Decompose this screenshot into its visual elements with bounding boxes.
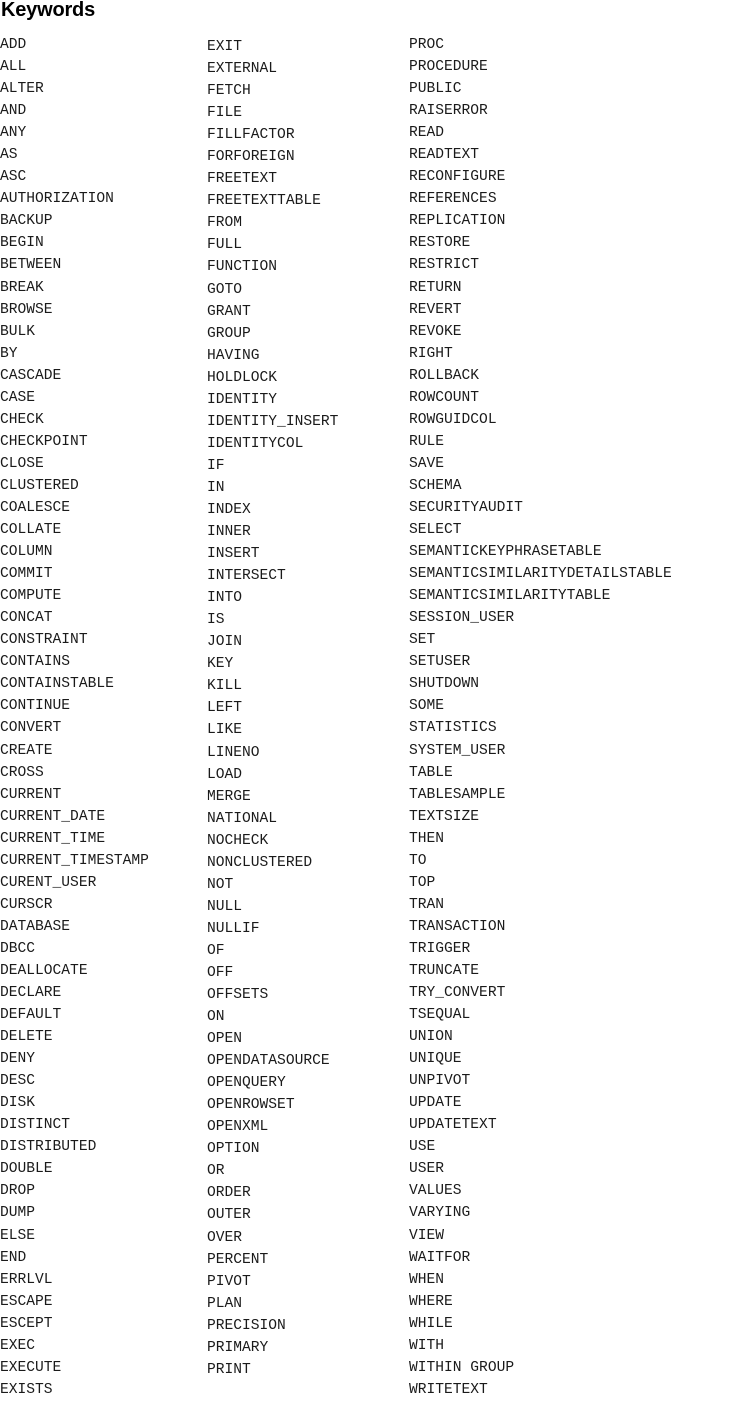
keyword-item: JOIN <box>207 634 243 651</box>
keyword-item: BREAK <box>0 279 44 296</box>
keyword-item: ANY <box>0 125 27 142</box>
keyword-item: SHUTDOWN <box>409 676 480 693</box>
keyword-item: DISTRIBUTED <box>0 1139 97 1156</box>
keyword-item: DROP <box>0 1183 36 1200</box>
keyword-column-3 <box>409 34 672 1401</box>
keyword-item: EXECUTE <box>0 1359 62 1376</box>
keyword-item: FORFOREIGN <box>207 149 295 166</box>
keyword-item: COLLATE <box>0 522 62 539</box>
keyword-item: BULK <box>0 323 36 340</box>
keyword-item: CURRENT <box>0 786 62 803</box>
keyword-item: CLOSE <box>0 455 44 472</box>
keyword-item: ON <box>207 1009 225 1026</box>
keyword-item: SECURITYAUDIT <box>409 499 523 516</box>
keyword-item: INDEX <box>207 501 251 518</box>
keyword-item: OR <box>207 1163 225 1180</box>
keyword-item: ROWCOUNT <box>409 389 480 406</box>
keyword-item: OVER <box>207 1229 243 1246</box>
keyword-column-2 <box>207 36 338 1381</box>
keyword-item: DELETE <box>0 1029 53 1046</box>
keyword-item: WHEN <box>409 1271 445 1288</box>
keyword-item: PUBLIC <box>409 81 462 98</box>
keyword-item: BROWSE <box>0 301 53 318</box>
keyword-item: COMPUTE <box>0 588 62 605</box>
keyword-item: OPENXML <box>207 1119 269 1136</box>
keyword-item: TABLESAMPLE <box>409 786 506 803</box>
keyword-item: PLAN <box>207 1295 243 1312</box>
keyword-item: TRANSACTION <box>409 918 506 935</box>
keyword-item: IDENTITY <box>207 391 278 408</box>
keyword-item: RETURN <box>409 279 462 296</box>
keyword-item: VALUES <box>409 1183 462 1200</box>
keyword-item: REFERENCES <box>409 191 497 208</box>
keyword-item: OPENROWSET <box>207 1097 295 1114</box>
keyword-item: TO <box>409 852 427 869</box>
keyword-item: NATIONAL <box>207 810 278 827</box>
keyword-item: DBCC <box>0 940 36 957</box>
keyword-item: CURRENT_TIMESTAMP <box>0 852 149 869</box>
keyword-item: CONTINUE <box>0 698 71 715</box>
keyword-item: ESCEPT <box>0 1315 53 1332</box>
keyword-item: DISTINCT <box>0 1117 71 1134</box>
keyword-item: UNIQUE <box>409 1051 462 1068</box>
keyword-item: WITH <box>409 1337 445 1354</box>
keyword-item: IDENTITY_INSERT <box>207 413 339 430</box>
keyword-item: FILE <box>207 105 243 122</box>
keyword-item: OFF <box>207 964 234 981</box>
keyword-item: CLUSTERED <box>0 477 79 494</box>
keyword-item: PIVOT <box>207 1273 251 1290</box>
keyword-item: KILL <box>207 678 243 695</box>
keyword-item: OFFSETS <box>207 987 269 1004</box>
keyword-item: AUTHORIZATION <box>0 191 114 208</box>
keyword-item: SAVE <box>409 455 445 472</box>
keyword-item: REPLICATION <box>409 213 506 230</box>
keyword-item: AND <box>0 103 27 120</box>
keyword-item: CHECKPOINT <box>0 433 88 450</box>
keyword-item: RECONFIGURE <box>409 169 506 186</box>
keyword-item: FULL <box>207 237 243 254</box>
keyword-item: LINENO <box>207 744 260 761</box>
keyword-item: GOTO <box>207 281 243 298</box>
keyword-item: SEMANTICKEYPHRASETABLE <box>409 544 602 561</box>
keyword-item: PROCEDURE <box>409 59 488 76</box>
keyword-item: COLUMN <box>0 544 53 561</box>
keyword-item: BETWEEN <box>0 257 62 274</box>
keyword-item: EXEC <box>0 1337 36 1354</box>
keyword-item: TRAN <box>409 896 445 913</box>
keyword-item: TRUNCATE <box>409 962 480 979</box>
keyword-item: VARYING <box>409 1205 471 1222</box>
keyword-item: ORDER <box>207 1185 251 1202</box>
keyword-item: INTO <box>207 590 243 607</box>
keyword-item: INTERSECT <box>207 568 286 585</box>
keyword-item: ROWGUIDCOL <box>409 411 497 428</box>
keyword-item: UNPIVOT <box>409 1073 471 1090</box>
keyword-item: END <box>0 1249 27 1266</box>
keyword-item: FILLFACTOR <box>207 127 295 144</box>
keyword-item: NULL <box>207 898 243 915</box>
keyword-item: UPDATE <box>409 1095 462 1112</box>
keyword-item: CHECK <box>0 411 44 428</box>
keyword-item: DESC <box>0 1073 36 1090</box>
keyword-item: CONTAINS <box>0 654 71 671</box>
keyword-item: NOCHECK <box>207 832 269 849</box>
keyword-item: CURSCR <box>0 896 53 913</box>
keyword-item: FROM <box>207 215 243 232</box>
keyword-item: READ <box>409 125 445 142</box>
keyword-item: DOUBLE <box>0 1161 53 1178</box>
keyword-item: ROLLBACK <box>409 367 480 384</box>
keyword-item: OPTION <box>207 1141 260 1158</box>
keyword-item: CONTAINSTABLE <box>0 676 114 693</box>
keyword-item: IN <box>207 479 225 496</box>
keyword-column-1 <box>0 34 149 1401</box>
keyword-item: UNION <box>409 1029 453 1046</box>
keyword-item: DUMP <box>0 1205 36 1222</box>
keyword-item: RIGHT <box>409 345 453 362</box>
keyword-item: FREETEXT <box>207 171 278 188</box>
keyword-item: WAITFOR <box>409 1249 471 1266</box>
keyword-item: BY <box>0 345 18 362</box>
keyword-item: SYSTEM_USER <box>409 742 506 759</box>
keyword-item: ASC <box>0 169 27 186</box>
keyword-item: OPENQUERY <box>207 1075 286 1092</box>
keyword-item: RESTRICT <box>409 257 480 274</box>
keyword-item: ELSE <box>0 1227 36 1244</box>
keyword-item: TRY_CONVERT <box>409 985 506 1002</box>
keyword-item: KEY <box>207 656 234 673</box>
keyword-item: MERGE <box>207 788 251 805</box>
keyword-item: USER <box>409 1161 445 1178</box>
keyword-item: UPDATETEXT <box>409 1117 497 1134</box>
keyword-item: CONVERT <box>0 720 62 737</box>
keyword-item: IF <box>207 457 225 474</box>
keyword-item: BACKUP <box>0 213 53 230</box>
keyword-item: STATISTICS <box>409 720 497 737</box>
keyword-item: INSERT <box>207 546 260 563</box>
keyword-item: GRANT <box>207 303 251 320</box>
keyword-item: NOT <box>207 876 234 893</box>
keyword-item: DENY <box>0 1051 36 1068</box>
keyword-item: ESCAPE <box>0 1293 53 1310</box>
keyword-item: WITHIN GROUP <box>409 1359 515 1376</box>
keyword-item: PERCENT <box>207 1251 269 1268</box>
keyword-item: VIEW <box>409 1227 445 1244</box>
keyword-item: PRECISION <box>207 1317 286 1334</box>
keyword-item: LEFT <box>207 700 243 717</box>
keyword-item: CONCAT <box>0 610 53 627</box>
keyword-item: TOP <box>409 874 436 891</box>
keyword-item: WHERE <box>409 1293 453 1310</box>
keyword-item: TEXTSIZE <box>409 808 480 825</box>
keyword-item: RESTORE <box>409 235 471 252</box>
keyword-item: IDENTITYCOL <box>207 435 304 452</box>
keyword-item: OUTER <box>207 1207 251 1224</box>
keyword-item: INNER <box>207 524 251 541</box>
keyword-item: COALESCE <box>0 499 71 516</box>
keyword-item: SEMANTICSIMILARITYTABLE <box>409 588 611 605</box>
keyword-item: USE <box>409 1139 436 1156</box>
keyword-item: TABLE <box>409 764 453 781</box>
keyword-item: CURRENT_TIME <box>0 830 106 847</box>
page-title: Keywords <box>1 0 95 21</box>
keyword-item: CURENT_USER <box>0 874 97 891</box>
keyword-item: SETUSER <box>409 654 471 671</box>
keyword-item: ERRLVL <box>0 1271 53 1288</box>
keyword-item: SET <box>409 632 436 649</box>
keyword-item: PRINT <box>207 1361 251 1378</box>
keyword-item: RAISERROR <box>409 103 488 120</box>
keyword-item: CROSS <box>0 764 44 781</box>
keyword-item: RULE <box>409 433 445 450</box>
keyword-item: OPENDATASOURCE <box>207 1053 330 1070</box>
keyword-item: TRIGGER <box>409 940 471 957</box>
keyword-item: SCHEMA <box>409 477 462 494</box>
keyword-item: DECLARE <box>0 985 62 1002</box>
keyword-item: CASE <box>0 389 36 406</box>
keyword-item: ADD <box>0 37 27 53</box>
keyword-item: WHILE <box>409 1315 453 1332</box>
keyword-item: BEGIN <box>0 235 44 252</box>
keyword-item: CURRENT_DATE <box>0 808 106 825</box>
keyword-item: TSEQUAL <box>409 1007 471 1024</box>
keyword-item: AS <box>0 147 18 164</box>
keyword-item: OF <box>207 942 225 959</box>
keyword-item: SESSION_USER <box>409 610 515 627</box>
keyword-item: WRITETEXT <box>409 1381 488 1398</box>
keyword-item: NONCLUSTERED <box>207 854 313 871</box>
keyword-item: FETCH <box>207 83 251 100</box>
keyword-item: OPEN <box>207 1031 243 1048</box>
keyword-item: DATABASE <box>0 918 71 935</box>
keyword-item: LIKE <box>207 722 243 739</box>
keyword-item: PROC <box>409 37 445 53</box>
keyword-item: DISK <box>0 1095 36 1112</box>
keyword-item: LOAD <box>207 766 243 783</box>
keyword-item: REVERT <box>409 301 462 318</box>
keyword-item: READTEXT <box>409 147 480 164</box>
keyword-item: ALL <box>0 59 27 76</box>
keyword-item: CREATE <box>0 742 53 759</box>
keyword-item: FUNCTION <box>207 259 278 276</box>
keyword-item: HOLDLOCK <box>207 369 278 386</box>
keyword-item: DEFAULT <box>0 1007 62 1024</box>
keyword-item: CONSTRAINT <box>0 632 88 649</box>
keyword-item: EXISTS <box>0 1381 53 1398</box>
keyword-item: FREETEXTTABLE <box>207 193 321 210</box>
keyword-item: NULLIF <box>207 920 260 937</box>
keyword-item: EXTERNAL <box>207 61 278 78</box>
keyword-item: REVOKE <box>409 323 462 340</box>
keyword-item: EXIT <box>207 39 243 55</box>
keyword-item: COMMIT <box>0 566 53 583</box>
keyword-item: ALTER <box>0 81 44 98</box>
keyword-item: PRIMARY <box>207 1339 269 1356</box>
keyword-item: SOME <box>409 698 445 715</box>
keyword-item: GROUP <box>207 325 251 342</box>
keyword-item: CASCADE <box>0 367 62 384</box>
keyword-item: HAVING <box>207 347 260 364</box>
keyword-item: DEALLOCATE <box>0 962 88 979</box>
keyword-item: SEMANTICSIMILARITYDETAILSTABLE <box>409 566 672 583</box>
keyword-item: IS <box>207 612 225 629</box>
keyword-item: THEN <box>409 830 445 847</box>
keyword-item: SELECT <box>409 522 462 539</box>
